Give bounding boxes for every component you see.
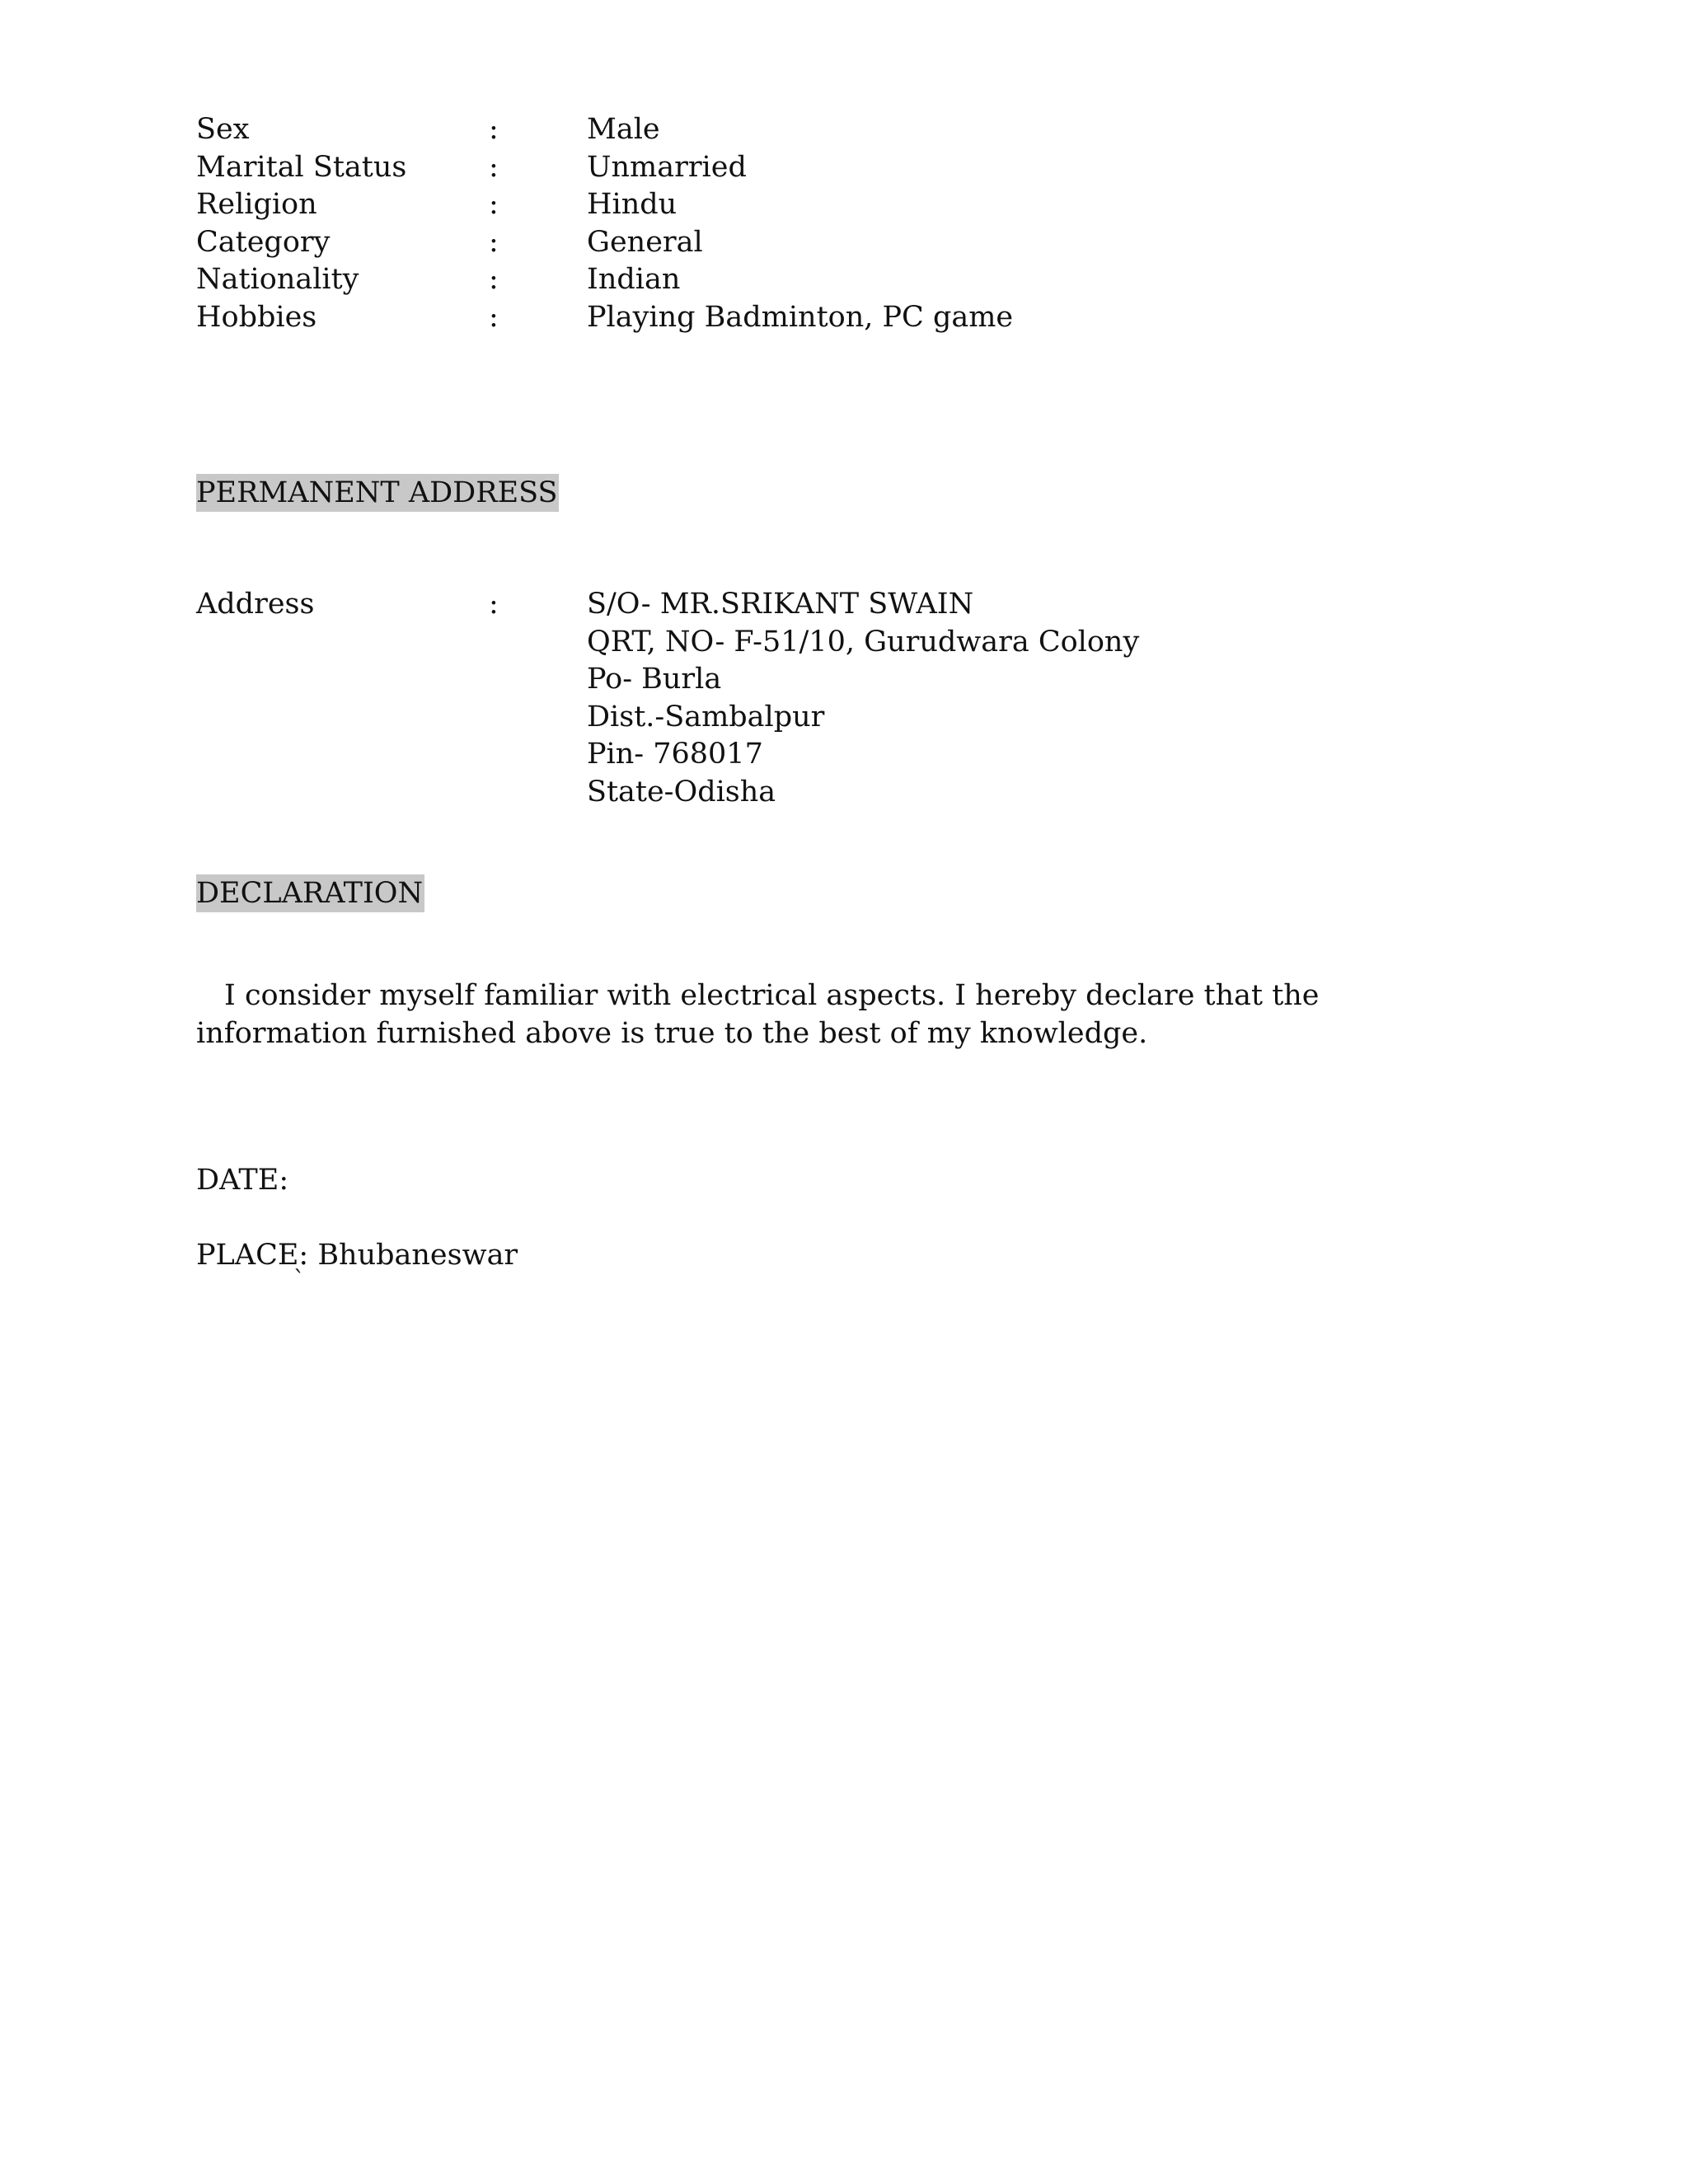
declaration-text [196,977,1482,1052]
marital-status-colon: : [489,151,499,184]
marital-status-value: Unmarried [587,151,747,184]
hobbies-value: Playing Badminton, PC game [587,301,1014,334]
address-line: Po- Burla [587,663,722,696]
address-line: Dist.-Sambalpur [587,701,825,733]
category-label: Category [196,226,331,259]
religion-value: Hindu [587,188,678,221]
date-label: DATE: [196,1164,289,1197]
address-line: QRT, NO- F-51/10, Gurudwara Colony [587,626,1140,658]
nationality-colon: : [489,263,499,296]
hobbies-colon: : [489,301,499,334]
declaration-body: I consider myself familiar with electrical aspects. I hereby declare that the information furnished above is true to the best of my knowledge. [196,979,1320,1050]
sex-colon: : [489,113,499,146]
nationality-value: Indian [587,263,681,296]
permanent-address-heading: PERMANENT ADDRESS [196,474,559,512]
address-label: Address [196,588,315,621]
address-colon: : [489,588,499,621]
declaration-heading: DECLARATION [196,874,424,912]
address-line: Pin- 768017 [587,738,763,771]
stray-mark: ` [293,1266,305,1293]
marital-status-label: Marital Status [196,151,407,184]
religion-colon: : [489,188,499,221]
hobbies-label: Hobbies [196,301,317,334]
sex-value: Male [587,113,660,146]
place-label: PLACE: Bhubaneswar [196,1239,518,1272]
category-value: General [587,226,703,259]
sex-label: Sex [196,113,250,146]
religion-label: Religion [196,188,317,221]
address-line: State-Odisha [587,776,776,808]
category-colon: : [489,226,499,259]
nationality-label: Nationality [196,263,359,296]
address-line: S/O- MR.SRIKANT SWAIN [587,588,974,621]
